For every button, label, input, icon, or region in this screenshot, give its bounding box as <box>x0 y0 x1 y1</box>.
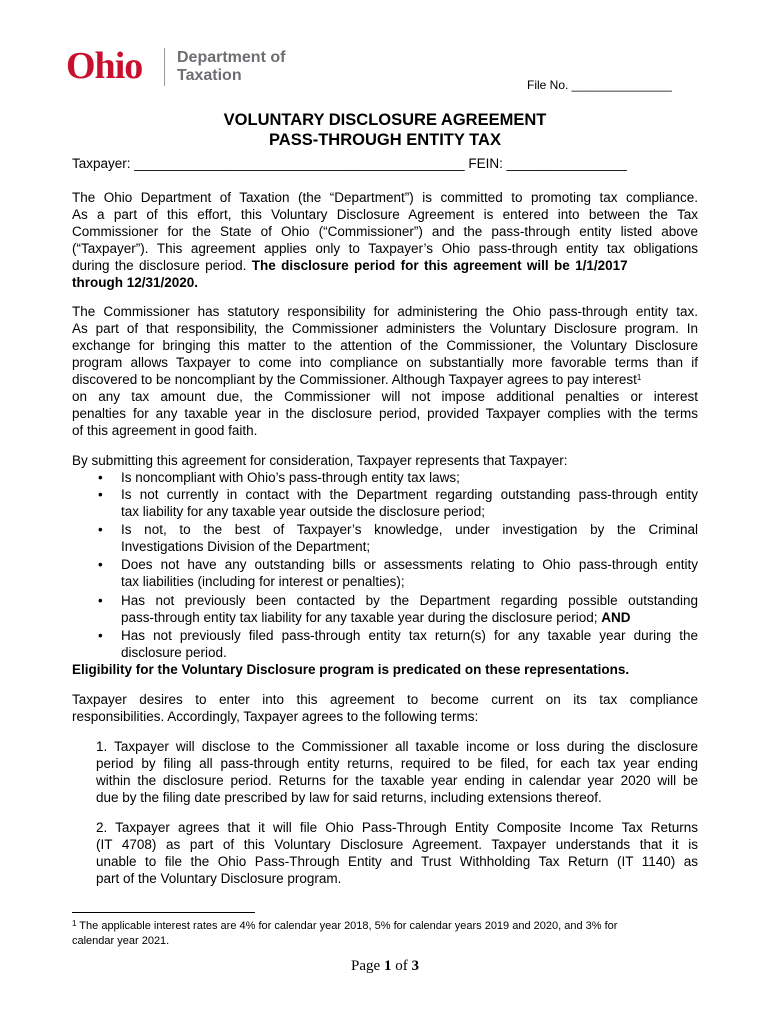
para2-line: exchange for bringing this matter to the attention of the Commissioner, the Voluntary Disclosure <box>72 338 698 353</box>
bullet-item: Is not, to the best of Taxpayer’s knowledge, under investigation by the Criminal <box>121 522 698 537</box>
footnote-line: calendar year 2021. <box>72 935 170 947</box>
bullet-marker: • <box>98 593 103 608</box>
document-subtitle: PASS-THROUGH ENTITY TAX <box>269 131 501 149</box>
page-label: Page <box>351 958 384 974</box>
term1-line: 1. Taxpayer will disclose to the Commissioner all taxable income or loss during the disclosure <box>96 739 698 754</box>
para4-line: responsibilities. Accordingly, Taxpayer agrees to the following terms: <box>72 709 479 724</box>
bullet-item: Has not previously been contacted by the Department regarding possible outstanding <box>121 593 698 608</box>
bullet-item: Is not currently in contact with the Department regarding outstanding pass-through entity <box>121 487 698 502</box>
para1-line: (“Taxpayer”). This agreement applies only to Taxpayer’s Ohio pass-through entity tax obligations <box>72 241 698 256</box>
and-conjunction: AND <box>601 610 631 625</box>
logo-wordmark: Ohio <box>66 45 143 87</box>
term1-line: period by filing all pass-through entity returns, required to be filed, for each tax year ending <box>96 756 698 771</box>
para2-line <box>72 371 698 388</box>
logo-department-name <box>177 49 285 85</box>
footnote-text: The applicable interest rates are 4% for calendar year 2018, 5% for calendar years 2019 and 2020, and 3% for <box>76 920 618 932</box>
term2-line: unable to file the Ohio Pass-Through Entity and Trust Withholding Tax Return (IT 1140) as <box>96 854 698 869</box>
bullet-item: Has not previously filed pass-through entity tax return(s) for any taxable year during the <box>121 628 698 643</box>
taxpayer-fein-line: Taxpayer: ____________________________________________ FEIN: ________________ <box>72 156 627 171</box>
bullet-item-cont: Investigations Division of the Department; <box>121 539 371 554</box>
bullet-item-cont: tax liability for any taxable year outside the disclosure period; <box>121 504 485 519</box>
bullet-item-cont: disclosure period. <box>121 645 227 660</box>
term2-line: part of the Voluntary Disclosure program. <box>96 871 342 886</box>
term2-line: 2. Taxpayer agrees that it will file Ohio Pass-Through Entity Composite Income Tax Returns <box>96 820 698 835</box>
bullet-marker: • <box>98 487 103 502</box>
logo-dept-line1: Department of <box>177 49 286 66</box>
term1-line: within the disclosure period. Returns for the taxable year ending in calendar year 2020 will be <box>96 773 698 788</box>
bullet-marker: • <box>98 470 103 485</box>
bullet-item: Is noncompliant with Ohio’s pass-through entity tax laws; <box>121 470 460 485</box>
para2-line: penalties for any taxable year in the disclosure period, provided Taxpayer complies with the terms <box>72 406 698 421</box>
page-of-label: of <box>391 958 412 974</box>
para2-line: The Commissioner has statutory responsibility for administering the Ohio pass-through entity tax. <box>72 304 698 319</box>
file-number-field: File No. _______________ <box>527 78 672 92</box>
bullet-marker: • <box>98 557 103 572</box>
para2-line: As part of that responsibility, the Commissioner administers the Voluntary Disclosure program. In <box>72 321 698 336</box>
term1-line: due by the filing date prescribed by law for said returns, including extensions thereof. <box>96 790 602 805</box>
footnote-divider <box>72 912 255 913</box>
disclosure-period-statement: The disclosure period for this agreement will be 1/1/2017 <box>251 258 628 273</box>
document-title: VOLUNTARY DISCLOSURE AGREEMENT <box>223 111 547 129</box>
footnote-marker: 1 <box>72 919 77 928</box>
logo-divider <box>164 48 165 86</box>
footnote-reference: 1 <box>636 373 642 382</box>
bullet-item-cont <box>121 609 698 626</box>
disclosure-period-end: through 12/31/2020. <box>72 275 199 290</box>
bullet-marker: • <box>98 522 103 537</box>
para4-line: Taxpayer desires to enter into this agreement to become current on its tax compliance <box>72 692 698 707</box>
para2-line: of this agreement in good faith. <box>72 423 258 438</box>
current-page: 1 <box>383 958 392 974</box>
representations-intro: By submitting this agreement for consideration, Taxpayer represents that Taxpayer: <box>72 453 568 468</box>
footnote-line <box>72 919 698 933</box>
bullet-item-cont: tax liabilities (including for interest or penalties); <box>121 574 405 589</box>
bullet-marker: • <box>98 628 103 643</box>
bullet5-line2-text: pass-through entity tax liability for any taxable year during the disclosure period; <box>121 610 602 625</box>
para2-line5-text: discovered to be noncompliant by the Commissioner. Although Taxpayer agrees to pay interest <box>72 372 637 387</box>
logo-dept-line2: Taxation <box>177 67 242 84</box>
bullet-item: Does not have any outstanding bills or assessments relating to Ohio pass-through entity <box>121 557 698 572</box>
term2-line: (IT 4708) as part of this Voluntary Disclosure Agreement. Taxpayer understands that it is <box>96 837 698 852</box>
page-number <box>0 958 770 975</box>
para1-line: As a part of this effort, this Voluntary Disclosure Agreement is entered into between the Tax <box>72 207 698 222</box>
para1-line5-text: during the disclosure period. <box>72 258 252 273</box>
para2-line: program allows Taxpayer to come into compliance on substantially more favorable terms than if <box>72 355 698 370</box>
para1-line: Commissioner for the State of Ohio (“Commissioner”) and the pass-through entity listed above <box>72 224 698 239</box>
para2-line: on any tax amount due, the Commissioner will not impose additional penalties or interest <box>72 389 698 404</box>
para1-line: The Ohio Department of Taxation (the “Department”) is committed to promoting tax compliance. <box>72 190 698 205</box>
eligibility-statement: Eligibility for the Voluntary Disclosure program is predicated on these representations. <box>72 662 630 677</box>
para1-line <box>72 257 698 274</box>
total-pages: 3 <box>411 958 419 974</box>
